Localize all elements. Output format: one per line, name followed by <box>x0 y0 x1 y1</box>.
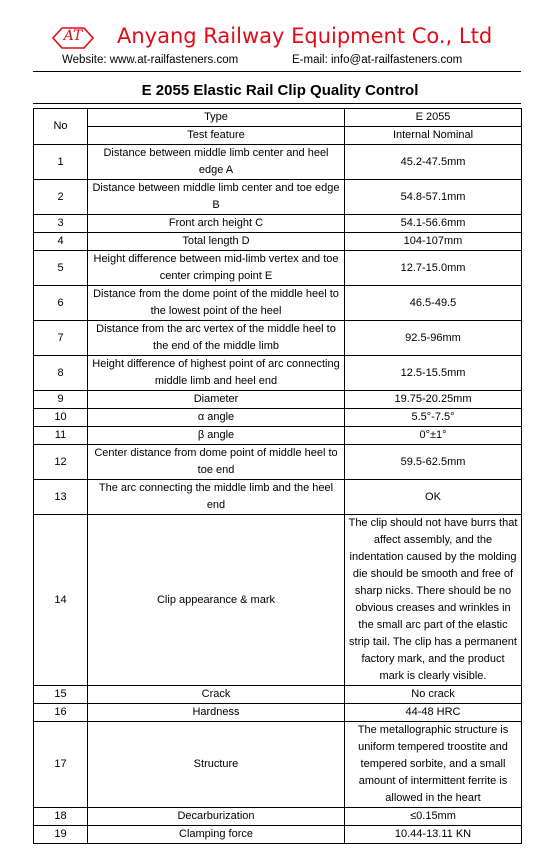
nominal-value-cell: 92.5-96mm <box>345 321 522 356</box>
table-row <box>34 427 522 445</box>
test-feature-cell: Distance between middle limb center and toe edge B <box>88 180 345 215</box>
row-number: 5 <box>34 251 88 286</box>
nominal-value-cell: 5.5°-7.5° <box>345 409 522 427</box>
table-row <box>34 515 522 686</box>
table-row <box>34 391 522 409</box>
row-number: 3 <box>34 215 88 233</box>
nominal-value-cell: The clip should not have burrs that affect assembly, and the indentation caused by the molding die should be smooth and free of sharp nicks. There should be no obvious creases and wrinkles in the small arc part of the elastic strip tail. The clip has a permanent factory mark, and the product mark is clearly visible. <box>345 515 522 686</box>
table-row <box>34 704 522 722</box>
test-feature-cell: Distance from the arc vertex of the middle heel to the end of the middle limb <box>88 321 345 356</box>
row-number: 1 <box>34 145 88 180</box>
test-feature-cell: Height difference between mid-limb vertex and toe center crimping point E <box>88 251 345 286</box>
table-row <box>34 356 522 391</box>
nominal-value-cell: 59.5-62.5mm <box>345 445 522 480</box>
table-row <box>34 215 522 233</box>
nominal-value-cell: 54.1-56.6mm <box>345 215 522 233</box>
nominal-value-cell: No crack <box>345 686 522 704</box>
test-feature-cell: Front arch height C <box>88 215 345 233</box>
test-feature-cell: Clip appearance & mark <box>88 515 345 686</box>
row-number: 7 <box>34 321 88 356</box>
table-row <box>34 409 522 427</box>
letterhead <box>0 0 560 72</box>
row-number: 2 <box>34 180 88 215</box>
title-divider <box>33 103 521 104</box>
test-feature-cell: Decarburization <box>88 808 345 826</box>
table-header-row <box>34 127 522 145</box>
row-number: 11 <box>34 427 88 445</box>
row-number: 8 <box>34 356 88 391</box>
test-feature-cell: Total length D <box>88 233 345 251</box>
row-number: 4 <box>34 233 88 251</box>
table-row <box>34 686 522 704</box>
row-number: 13 <box>34 480 88 515</box>
nominal-value-cell: ≤0.15mm <box>345 808 522 826</box>
table-row <box>34 180 522 215</box>
test-feature-cell: Structure <box>88 722 345 808</box>
table-row <box>34 445 522 480</box>
test-feature-cell: Diameter <box>88 391 345 409</box>
nominal-value-cell: OK <box>345 480 522 515</box>
table-row <box>34 826 522 844</box>
nominal-value-cell: 12.5-15.5mm <box>345 356 522 391</box>
type-value: E 2055 <box>345 109 522 127</box>
nominal-value-cell: 54.8-57.1mm <box>345 180 522 215</box>
type-label: Type <box>88 109 345 127</box>
table-row <box>34 321 522 356</box>
test-feature-cell: Distance between middle limb center and heel edge A <box>88 145 345 180</box>
test-feature-cell: Crack <box>88 686 345 704</box>
nominal-value-cell: 10.44-13.11 KN <box>345 826 522 844</box>
row-number: 9 <box>34 391 88 409</box>
nominal-value-cell: 12.7-15.0mm <box>345 251 522 286</box>
test-feature-cell: Distance from the dome point of the middle heel to the lowest point of the heel <box>88 286 345 321</box>
feature-value: Internal Nominal <box>345 127 522 145</box>
document-title: E 2055 Elastic Rail Clip Quality Control <box>141 82 419 99</box>
row-number: 16 <box>34 704 88 722</box>
table-row <box>34 480 522 515</box>
row-number: 17 <box>34 722 88 808</box>
nominal-value-cell: 46.5-49.5 <box>345 286 522 321</box>
row-number: 18 <box>34 808 88 826</box>
test-feature-cell: Height difference of highest point of arc connecting middle limb and heel end <box>88 356 345 391</box>
nominal-value-cell: 0°±1° <box>345 427 522 445</box>
row-number: 19 <box>34 826 88 844</box>
feature-label: Test feature <box>88 127 345 145</box>
table-header-row <box>34 109 522 127</box>
logo-text: AT <box>63 28 83 44</box>
header-divider <box>33 71 521 72</box>
table-row <box>34 722 522 808</box>
no-column-header: No <box>34 109 88 145</box>
table-row <box>34 286 522 321</box>
website-text: Website: www.at-railfasteners.com <box>62 54 239 66</box>
quality-control-table <box>33 108 522 844</box>
table-row <box>34 145 522 180</box>
table-row <box>34 251 522 286</box>
nominal-value-cell: 19.75-20.25mm <box>345 391 522 409</box>
row-number: 14 <box>34 515 88 686</box>
test-feature-cell: α angle <box>88 409 345 427</box>
row-number: 10 <box>34 409 88 427</box>
test-feature-cell: Hardness <box>88 704 345 722</box>
test-feature-cell: β angle <box>88 427 345 445</box>
nominal-value-cell: 45.2-47.5mm <box>345 145 522 180</box>
test-feature-cell: Center distance from dome point of middle heel to toe end <box>88 445 345 480</box>
table-row <box>34 808 522 826</box>
nominal-value-cell: The metallographic structure is uniform tempered troostite and tempered sorbite, and a small amount of intermittent ferrite is allowed in the heart <box>345 722 522 808</box>
test-feature-cell: The arc connecting the middle limb and the heel end <box>88 480 345 515</box>
row-number: 12 <box>34 445 88 480</box>
nominal-value-cell: 44-48 HRC <box>345 704 522 722</box>
test-feature-cell: Clamping force <box>88 826 345 844</box>
row-number: 6 <box>34 286 88 321</box>
company-name: Anyang Railway Equipment Co., Ltd <box>117 24 493 48</box>
nominal-value-cell: 104-107mm <box>345 233 522 251</box>
email-text: E-mail: info@at-railfasteners.com <box>292 54 463 66</box>
table-row <box>34 233 522 251</box>
row-number: 15 <box>34 686 88 704</box>
